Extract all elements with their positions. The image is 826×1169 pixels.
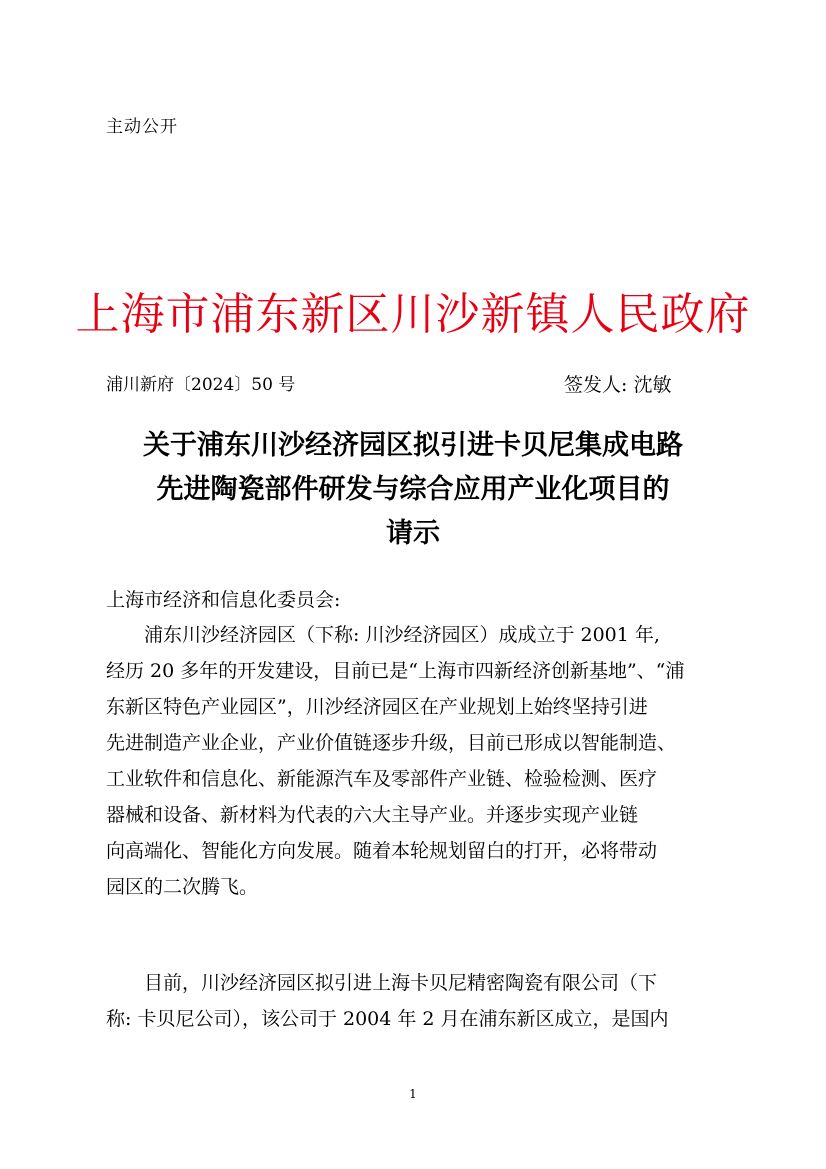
- paragraph-line: 向高端化、智能化方向发展。随着本轮规划留白的打开，必将带动: [106, 840, 658, 862]
- document-number: 浦川新府〔2024〕50 号: [106, 375, 296, 395]
- body-paragraph: [106, 617, 720, 905]
- paragraph-line: 称: 卡贝尼公司），该公司于 2004 年 2 月在浦东新区成立，是国内: [106, 1008, 669, 1030]
- subject-line: 请示: [386, 518, 440, 549]
- paragraph-line: 经历 20 多年的开发建设，目前已是“上海市四新经济创新基地”、“浦: [106, 660, 685, 682]
- signer: 签发人: 沈敏: [564, 374, 672, 396]
- page-number: 1: [409, 1087, 417, 1101]
- recipient: 上海市经济和信息化委员会:: [106, 589, 341, 611]
- paragraph-line: 东新区特色产业园区”，川沙经济园区在产业规划上始终坚持引进: [106, 696, 648, 718]
- subject-line: 关于浦东川沙经济园区拟引进卡贝尼集成电路: [143, 430, 683, 461]
- body-paragraph: [106, 965, 720, 1037]
- letterhead-title: 上海市浦东新区川沙新镇人民政府: [75, 289, 751, 340]
- subject-line: 先进陶瓷部件研发与综合应用产业化项目的: [156, 474, 670, 505]
- document-subject: [96, 424, 730, 556]
- paragraph-line: 浦东川沙经济园区（下称: 川沙经济园区）成成立于 2001 年,: [144, 624, 660, 646]
- paragraph-line: 工业软件和信息化、新能源汽车及零部件产业链、检验检测、医疗: [106, 768, 658, 790]
- paragraph-line: 目前，川沙经济园区拟引进上海卡贝尼精密陶瓷有限公司（下: [144, 972, 658, 994]
- paragraph-line: 先进制造产业企业，产业价值链逐步升级，目前已形成以智能制造、: [106, 732, 677, 754]
- disclosure-label: 主动公开: [106, 117, 178, 137]
- paragraph-line: 器械和设备、新材料为代表的六大主导产业。并逐步实现产业链: [106, 804, 639, 826]
- paragraph-line: 园区的二次腾飞。: [106, 876, 259, 898]
